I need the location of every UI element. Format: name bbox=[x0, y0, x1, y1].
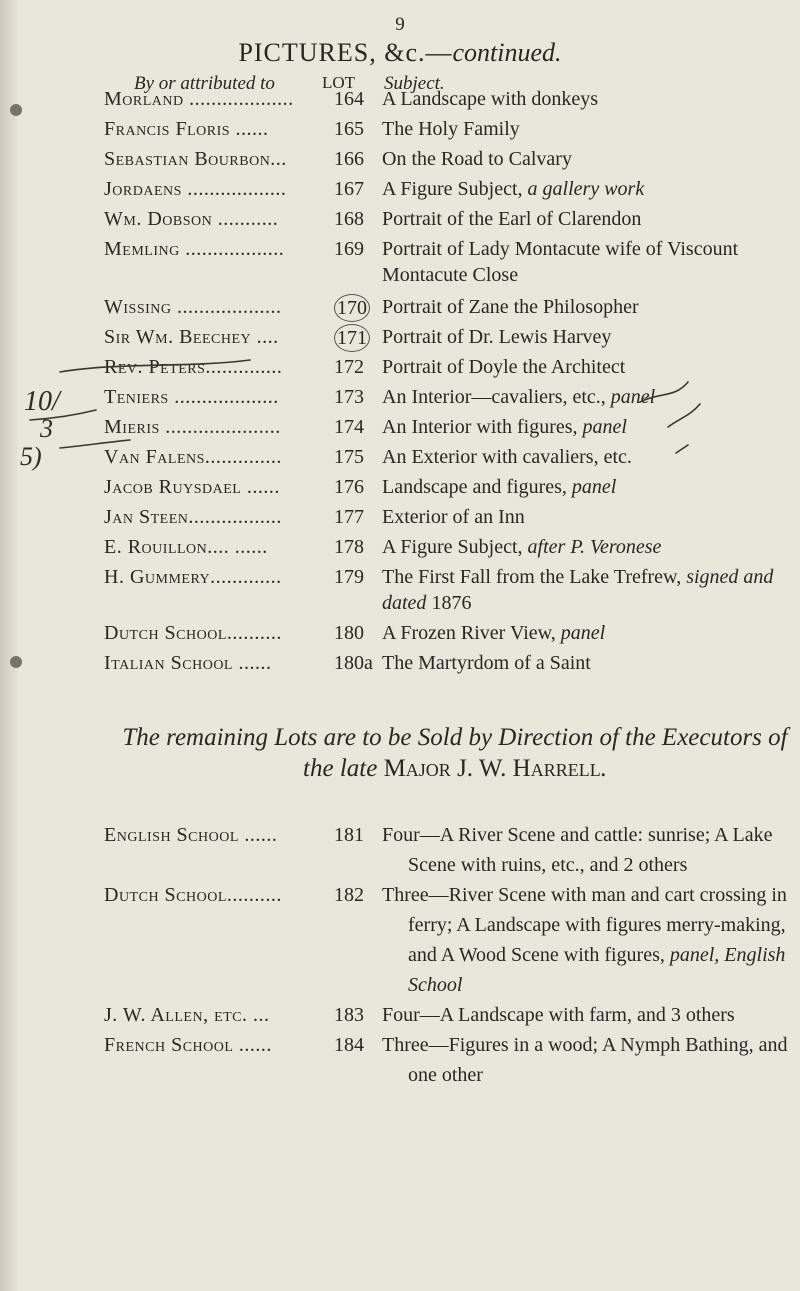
lot-artist: Sir Wm. Beechey .... bbox=[104, 326, 279, 348]
lot-subject bbox=[382, 294, 794, 320]
lot-subject bbox=[382, 146, 794, 172]
lot-artist: H. Gummery............. bbox=[104, 566, 282, 588]
lot-artist: Memling .................. bbox=[104, 238, 285, 260]
subject-text: The First Fall from the Lake Trefrew, bbox=[382, 566, 687, 588]
lot-number: 182 bbox=[334, 884, 364, 906]
lot-subject bbox=[382, 474, 794, 500]
lot-artist: Dutch School.......... bbox=[104, 622, 282, 644]
subject-italic: signed and dated bbox=[382, 566, 774, 614]
lot-subject bbox=[382, 1030, 794, 1090]
lot-artist: Van Falens.............. bbox=[104, 446, 282, 468]
lot-subject bbox=[382, 620, 794, 646]
lot-subject bbox=[382, 414, 794, 440]
subject-italic: panel, English School bbox=[408, 944, 786, 996]
lot-number: 177 bbox=[334, 506, 364, 528]
lot-artist: Teniers ................... bbox=[104, 386, 279, 408]
lot-subject bbox=[382, 176, 794, 202]
lot-artist: Wissing ................... bbox=[104, 296, 282, 318]
lot-artist: Mieris ..................... bbox=[104, 416, 281, 438]
page-edge bbox=[0, 0, 18, 1291]
subject-text: A Figure Subject, bbox=[382, 178, 528, 200]
lot-artist: Sebastian Bourbon... bbox=[104, 148, 287, 170]
lot-number: 176 bbox=[334, 476, 364, 498]
lot-artist: Rev. Peters.............. bbox=[104, 356, 283, 378]
lot-subject bbox=[382, 86, 794, 112]
subject-text: An Exterior with cavaliers, etc. bbox=[382, 446, 632, 468]
subject-text: Exterior of an Inn bbox=[382, 506, 525, 528]
section-heading bbox=[0, 38, 800, 68]
lot-artist: E. Rouillon.... ...... bbox=[104, 536, 268, 558]
lot-number: 179 bbox=[334, 566, 364, 588]
subject-text: Portrait of Dr. Lewis Harvey bbox=[382, 326, 612, 348]
subject-text: Four—A River Scene and cattle: sunrise; A Lake Scene with ruins, etc., and 2 others bbox=[382, 824, 773, 876]
lot-artist: Wm. Dobson ........... bbox=[104, 208, 279, 230]
lot-artist: English School ...... bbox=[104, 824, 278, 846]
lot-number: 183 bbox=[334, 1004, 364, 1026]
column-header-artist: By or attributed to bbox=[134, 73, 275, 94]
subject-italic: panel bbox=[582, 416, 627, 438]
margin-note-1: 10/ bbox=[24, 386, 60, 417]
subject-text: The Holy Family bbox=[382, 118, 520, 140]
subject-text: A Figure Subject, bbox=[382, 536, 528, 558]
subject-italic: panel bbox=[560, 622, 606, 644]
lot-number: 175 bbox=[334, 446, 364, 468]
lot-subject bbox=[382, 384, 794, 410]
lot-subject bbox=[382, 116, 794, 142]
subject-text: An Interior—cavaliers, etc., bbox=[382, 386, 611, 408]
lot-subject bbox=[382, 206, 794, 232]
column-header-lot: LOT bbox=[322, 73, 356, 92]
subject-text: On the Road to Calvary bbox=[382, 148, 572, 170]
lot-number: 166 bbox=[334, 148, 364, 170]
lot-subject bbox=[382, 236, 794, 288]
column-header-subject: Subject. bbox=[384, 73, 445, 94]
executors-notice bbox=[120, 722, 790, 784]
lot-artist: Jan Steen................. bbox=[104, 506, 282, 528]
subject-italic: panel bbox=[610, 386, 656, 408]
binding-hole bbox=[10, 656, 22, 668]
lot-subject bbox=[382, 324, 794, 350]
lot-artist: J. W. Allen, etc. ... bbox=[104, 1004, 270, 1026]
lot-subject bbox=[382, 880, 794, 1000]
lot-artist: Jacob Ruysdael ...... bbox=[104, 476, 280, 498]
lot-artist: Francis Floris ...... bbox=[104, 118, 269, 140]
subject-text: A Landscape with donkeys bbox=[382, 88, 599, 110]
lot-number: 170 bbox=[334, 294, 370, 322]
lot-number: 180 bbox=[334, 622, 364, 644]
notice-end: . bbox=[600, 755, 607, 782]
subject-italic: panel bbox=[571, 476, 617, 498]
lot-subject bbox=[382, 354, 794, 380]
notice-text: The remaining Lots are to be Sold by Direction of the Executors of the late bbox=[122, 724, 788, 782]
subject-text: Portrait of Zane the Philosopher bbox=[382, 296, 639, 318]
lot-number: 167 bbox=[334, 178, 364, 200]
subject-italic: after P. Veronese bbox=[527, 536, 662, 558]
lot-subject bbox=[382, 504, 794, 530]
lot-artist: French School ...... bbox=[104, 1034, 272, 1056]
margin-note-3: 5) bbox=[20, 442, 42, 471]
lot-number: 165 bbox=[334, 118, 364, 140]
subject-text: The Martyrdom of a Saint bbox=[382, 652, 591, 674]
margin-note-2: 3 bbox=[40, 414, 53, 443]
subject-text: Four—A Landscape with farm, and 3 others bbox=[382, 1004, 735, 1026]
lot-subject bbox=[382, 1000, 794, 1030]
lot-number: 172 bbox=[334, 356, 364, 378]
lot-artist: Morland ................... bbox=[104, 88, 294, 110]
lot-number: 164 bbox=[334, 88, 364, 110]
lot-number: 173 bbox=[334, 386, 364, 408]
lot-number: 174 bbox=[334, 416, 364, 438]
lot-number: 169 bbox=[334, 238, 364, 260]
binding-hole bbox=[10, 104, 22, 116]
lot-subject bbox=[382, 820, 794, 880]
lot-number: 171 bbox=[334, 324, 370, 352]
subject-text: Landscape and figures, bbox=[382, 476, 572, 498]
subject-tail: 1876 bbox=[426, 592, 472, 614]
lot-number: 178 bbox=[334, 536, 364, 558]
lot-artist: Jordaens .................. bbox=[104, 178, 287, 200]
lot-artist: Dutch School.......... bbox=[104, 884, 282, 906]
subject-text: Portrait of Doyle the Architect bbox=[382, 356, 626, 378]
lot-artist: Italian School ...... bbox=[104, 652, 272, 674]
subject-text: Portrait of Lady Montacute wife of Viscount Montacute Close bbox=[382, 238, 739, 286]
lot-number: 184 bbox=[334, 1034, 364, 1056]
subject-text: Three—Figures in a wood; A Nymph Bathing, and one other bbox=[382, 1034, 788, 1086]
subject-italic: a gallery work bbox=[527, 178, 645, 200]
notice-name: Major J. W. Harrell bbox=[383, 755, 601, 782]
heading-continued: continued. bbox=[452, 38, 562, 67]
lot-number: 168 bbox=[334, 208, 364, 230]
subject-text: A Frozen River View, bbox=[382, 622, 561, 644]
lot-number: 180a bbox=[334, 652, 373, 674]
lot-subject bbox=[382, 564, 794, 616]
lot-subject bbox=[382, 444, 794, 470]
subject-text: An Interior with figures, bbox=[382, 416, 583, 438]
lot-subject bbox=[382, 534, 794, 560]
page-number: 9 bbox=[395, 14, 405, 35]
lot-subject bbox=[382, 650, 794, 676]
lot-number: 181 bbox=[334, 824, 364, 846]
subject-text: Portrait of the Earl of Clarendon bbox=[382, 208, 642, 230]
subject-text: Three—River Scene with man and cart crossing in ferry; A Landscape with figures merry-making, and A Wood Scene with figures, bbox=[382, 884, 787, 966]
heading-main: PICTURES, &c.— bbox=[238, 38, 453, 67]
